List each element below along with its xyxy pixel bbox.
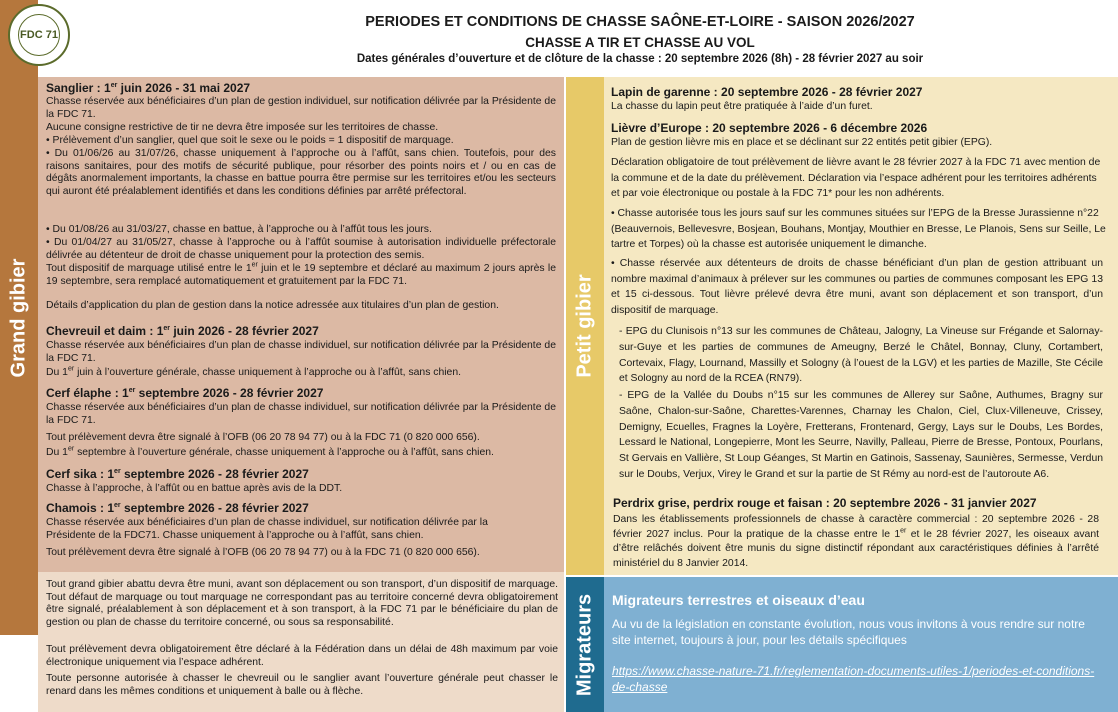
sanglier-period2-text: • Du 01/08/26 au 31/03/27, chasse en battue, à l’approche ou à l’affût tous les jours. (46, 224, 432, 235)
chevreuil-title: Chevreuil et daim : 1er juin 2026 - 28 février 2027 (46, 324, 319, 338)
grand-gibier-marquage-note: Tout grand gibier abattu devra être muni, avant son déplacement ou son transport, d’un dispositif de marquage. Tout défaut de marquage ou tout marquage ne correspondant pas au territoire concerné devra obligatoirement être signalé, préalablement à son déplacement et à son transport, à la FDC 71 par le bénéficiaire du plan de gestion ou plan de chasse du territoire concerné, ou sous sa responsabilité. (46, 579, 558, 628)
cerf-elaphe-signal-text: Tout prélèvement devra être signalé à l’OFB (06 20 78 94 77) ou à la FDC 71 (0 820 000 656). (46, 432, 480, 443)
cerf-elaphe-plan-text: Chasse réservée aux bénéficiaires d’un plan de chasse individuel, sur notification délivrée par la Présidente de la FDC 71. (46, 402, 556, 426)
grand-gibier-renard-note: Toute personne autorisée à chasser le chevreuil ou le sanglier avant l’ouverture générale peut chasser le renard dans les mêmes conditions et uniquement à balle ou à flèche. (46, 673, 558, 697)
lievre-bresse-text: • Chasse autorisée tous les jours sauf sur les communes situées sur l’EPG de la Bresse Jurassienne n°22 (Beauvernois, Bellevesvre, Bosjean, Bouhans, Montjay, Mouthier en Bresse, Le Planois, Sens sur Seille, Le tartre et Torpes) où la chasse est autorisée uniquement le dimanche. (611, 208, 1106, 250)
chamois-plan-text: Chasse réservée aux bénéficiaires d’un plan de chasse individuel, sur notification délivrée par la Présidente de la FDC71. Chasse uniquement à l’approche ou à l’affût, sans chien. (46, 517, 488, 541)
cerf-elaphe-period-text: Du 1er septembre à l’ouverture générale, chasse uniquement à l’approche ou à l’affût, sans chien. (46, 445, 494, 458)
chamois-signal-text: Tout prélèvement devra être signalé à l’OFB (06 20 78 94 77) ou à la FDC 71 (0 820 000 656). (46, 547, 480, 558)
migrateurs-label: Migrateurs (573, 593, 596, 696)
lievre-epg13-text: - EPG du Clunisois n°13 sur les communes de Château, Jalogny, La Vineuse sur Frégande et Salornay-sur-Guye et les parties de communes de Ameugny, Berzé le Châtel, Bonnay, Cluny, Cortambert, Cortevaix, Flagy, Lournand, Massilly et Sologny (à l’ouest de la LGV) et les parties de Mazille, Ste Cécile et Sologny au nord de la RCEA (RN79). (619, 326, 1103, 385)
grand-gibier-label: Grand gibier (7, 258, 30, 377)
grand-gibier-declaration-note: Tout prélèvement devra obligatoirement être déclaré à la Fédération dans un délai de 48h maximum par voie électronique uniquement via l’espace adhérent. (46, 644, 558, 668)
lievre-plan-text: Plan de gestion lièvre mis en place et se déclinant sur 22 entités petit gibier (EPG). (611, 137, 993, 148)
migrateurs-text: Au vu de la législation en constante évolution, nous vous invitons à vous rendre sur notre site internet, toujours à jour, pour les détails spécifiques (612, 617, 1085, 647)
cerf-sika-text: Chasse à l’approche, à l’affût ou en battue après avis de la DDT. (46, 483, 343, 494)
petit-gibier-label: Petit gibier (573, 274, 596, 378)
logo-text: FDC 71 (18, 14, 60, 56)
sanglier-period1-text: • Du 01/06/26 au 31/07/26, chasse uniquement à l’approche ou à l’affût, sans chien. Toutefois, pour des raisons sanitaires, pour des motifs de sécurité publique, pour résorber des points noirs et / ou en cas de dégâts anormalement importants, la chasse en battue pourra être permise sur les territoires et/ou les secteurs qui auront été préalablement identifiés et dans les conditions définies par arrêté préfectoral. (46, 148, 556, 197)
chevreuil-period-text: Du 1er juin à l’ouverture générale, chasse uniquement à l’approche ou à l’affût, sans chien. (46, 365, 462, 378)
lievre-declaration-text: Déclaration obligatoire de tout prélèvement de lièvre avant le 28 février 2027 à la FDC 71 avec mention de la commune et de la date du prélèvement. Déclaration via l’espace adhérent pour les territoires adhérents et par voie électronique ou postale à la FDC 71* pour les non adhérents. (611, 157, 1101, 199)
migrateurs-title: Migrateurs terrestres et oiseaux d’eau (612, 592, 865, 608)
grand-gibier-band (0, 0, 38, 635)
sanglier-plan-text: Chasse réservée aux bénéficiaires d’un plan de gestion individuel, sur notification délivrée par la Présidente de la FDC 71. (46, 96, 556, 120)
lievre-gestion-text: • Chasse réservée aux détenteurs de droits de chasse bénéficiant d’un plan de gestion attribuant un nombre maximal d’animaux à prélever sur les communes ou parties de communes composant les EPG 13 et 15 ci-dessous. Tout lièvre prélevé devra être muni, avant son déplacement et son transport, d’un dispositif de marquage. (611, 258, 1103, 316)
page-header (0, 0, 1118, 76)
lapin-title: Lapin de garenne : 20 septembre 2026 - 28 février 2027 (611, 85, 923, 99)
chevreuil-plan-text: Chasse réservée aux bénéficiaires d’un plan de chasse individuel, sur notification délivrée par la Présidente de la FDC 71. (46, 340, 556, 364)
migrateurs-band (566, 577, 604, 712)
page-subtitle: CHASSE A TIR ET CHASSE AU VOL (525, 35, 755, 50)
lievre-epg15-text: - EPG de la Vallée du Doubs n°15 sur les communes de Allerey sur Saône, Authumes, Bragny sur Saône, Chalon-sur-Saône, Charettes-Varennes, Charnay les Chalon, Ciel, Clux-Villeneuve, Crissey, Demigny, Ecuelles, Fragnes la Loyère, Fretterans, Frontenard, Gergy, Lays sur le Doubs, Les Bordes, Lessard le National, Longepierre, Mont les Seurre, Navilly, Palleau, Pierre de Bresse, Pontoux, Pourlans, St Gervais en Vallière, St Loup Géanges, St Martin en Gatinois, Sassenay, Saunières, Sermesse, Verdun sur le Doubs, Verjux, Virey le Grand et sur la partie de St Rémy au nord-est de l’autoroute A6. (619, 390, 1103, 480)
sanglier-prelevement-text: • Prélèvement d’un sanglier, quel que soit le sexe ou le poids = 1 dispositif de marquage. (46, 135, 454, 146)
petit-gibier-band (566, 77, 604, 575)
sanglier-details-text: Détails d’application du plan de gestion dans la notice adressée aux titulaires d’un plan de gestion. (46, 300, 499, 311)
sanglier-marquage-text: Tout dispositif de marquage utilisé entre le 1er juin et le 19 septembre et déclaré au maximum 2 jours après le 19 septembre, sera remplacé automatiquement et gratuitement par la FDC 71. (46, 261, 556, 287)
sanglier-consigne-text: Aucune consigne restrictive de tir ne devra être imposée sur les territoires de chasse. (46, 122, 439, 133)
chamois-title: Chamois : 1er septembre 2026 - 28 février 2027 (46, 501, 309, 515)
lapin-text: La chasse du lapin peut être pratiquée à l’aide d’un furet. (611, 101, 873, 112)
sanglier-period3-text: • Du 01/04/27 au 31/05/27, chasse à l’approche ou à l’affût soumise à autorisation individuelle préfectorale délivrée au détenteur de droit de chasse uniquement pour la protection des semis. (46, 237, 556, 261)
sanglier-title: Sanglier : 1er juin 2026 - 31 mai 2027 (46, 81, 251, 95)
cerf-sika-title: Cerf sika : 1er septembre 2026 - 28 février 2027 (46, 467, 309, 481)
migrateurs-link[interactable]: https://www.chasse-nature-71.fr/reglementation-documents-utiles-1/periodes-et-conditions-de-chasse (612, 664, 1095, 694)
general-dates: Dates générales d’ouverture et de clôture de la chasse : 20 septembre 2026 (8h) - 28 février 2027 au soir (356, 53, 924, 65)
cerf-elaphe-title: Cerf élaphe : 1er septembre 2026 - 28 février 2027 (46, 386, 324, 400)
perdrix-text: Dans les établissements professionnels de chasse à caractère commercial : 20 septembre 2026 - 28 février 2027 inclus. Pour la pratique de la chasse entre le 1er et le 28 février 2027, les oiseaux avant d’être relâchés doivent être munis du signe distinctif répondant aux caractéristiques définies à l’arrêté ministériel du 8 Janvier 2014. (613, 514, 1099, 569)
perdrix-title: Perdrix grise, perdrix rouge et faisan : 20 septembre 2026 - 31 janvier 2027 (613, 496, 1037, 510)
page-title: PERIODES ET CONDITIONS DE CHASSE SAÔNE-ET-LOIRE - SAISON 2026/2027 (365, 14, 915, 30)
lievre-title: Lièvre d’Europe : 20 septembre 2026 - 6 décembre 2026 (611, 121, 928, 135)
